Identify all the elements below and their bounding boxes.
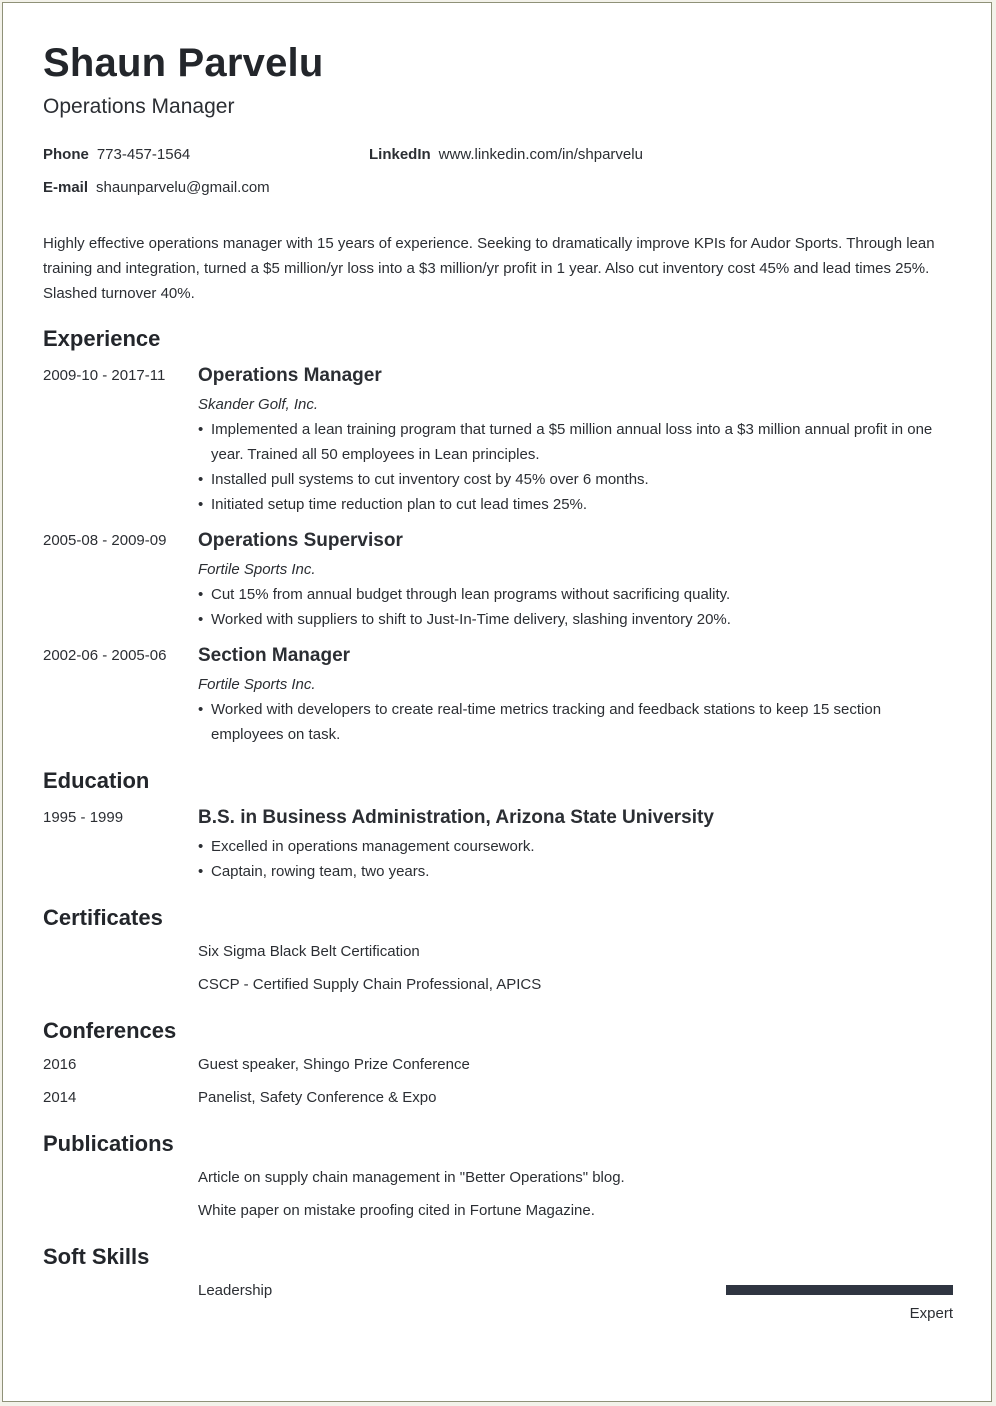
phone-value: 773-457-1564 (96, 146, 191, 163)
resume-page (2, 2, 992, 1402)
job-dates: 2005-08 - 2009-09 (43, 532, 167, 549)
job-bullets (198, 417, 943, 517)
job-bullet: • Cut 15% from annual budget through lean programs without sacrificing quality. (198, 582, 943, 607)
phone-label: Phone (43, 146, 89, 163)
education-bullet: • Captain, rowing team, two years. (198, 859, 943, 884)
contact-linkedin (369, 146, 643, 163)
job-dates: 2002-06 - 2005-06 (43, 647, 167, 664)
job-bullets (198, 582, 943, 632)
publications-heading: Publications (43, 1131, 174, 1156)
education-heading: Education (43, 768, 150, 793)
education-bullets (198, 834, 943, 884)
skill-name: Leadership (198, 1282, 273, 1299)
job-bullet: • Worked with developers to create real-time metrics tracking and feedback stations to keep 15 section employees on task. (198, 697, 943, 747)
conference-year: 2014 (43, 1089, 77, 1106)
job-company: Skander Golf, Inc. (198, 396, 319, 413)
linkedin-label: LinkedIn (369, 146, 431, 163)
job-bullet: • Installed pull systems to cut inventory cost by 45% over 6 months. (198, 467, 943, 492)
conference-year: 2016 (43, 1056, 77, 1073)
conferences-heading: Conferences (43, 1018, 177, 1043)
email-value: shaunparvelu@gmail.com (96, 179, 270, 196)
job-role: Section Manager (198, 645, 351, 666)
soft-skills-heading: Soft Skills (43, 1244, 150, 1269)
education-bullet: • Excelled in operations management coursework. (198, 834, 943, 859)
job-bullets (198, 697, 943, 747)
job-bullet: • Initiated setup time reduction plan to cut lead times 25%. (198, 492, 943, 517)
job-dates: 2009-10 - 2017-11 (43, 367, 166, 384)
publication-item: Article on supply chain management in "Better Operations" blog. (198, 1169, 625, 1186)
skill-level-bar (726, 1285, 953, 1295)
education-dates: 1995 - 1999 (43, 809, 124, 826)
experience-heading: Experience (43, 326, 161, 351)
profile-summary: Highly effective operations manager with 15 years of experience. Seeking to dramatically improve KPIs for Audor Sports. Through lean training and integration, turned a $5 million/yr loss into a $3 million/yr profit in 1 year. Also cut inventory cost 45% and lead times 25%. Slashed turnover 40%. (43, 235, 935, 302)
email-label: E-mail (43, 179, 89, 196)
certificate-item: CSCP - Certified Supply Chain Professional, APICS (198, 976, 542, 993)
conference-item: Panelist, Safety Conference & Expo (198, 1089, 437, 1106)
job-bullet: • Worked with suppliers to shift to Just-In-Time delivery, slashing inventory 20%. (198, 607, 943, 632)
job-role: Operations Manager (198, 365, 382, 386)
candidate-title: Operations Manager (43, 95, 235, 118)
job-company: Fortile Sports Inc. (198, 561, 316, 578)
job-role: Operations Supervisor (198, 530, 403, 551)
education-degree: B.S. in Business Administration, Arizona State University (198, 807, 714, 828)
skill-level-label: Expert (909, 1305, 953, 1322)
conference-item: Guest speaker, Shingo Prize Conference (198, 1056, 470, 1073)
contact-phone (43, 146, 190, 163)
certificates-heading: Certificates (43, 905, 163, 930)
candidate-name: Shaun Parvelu (43, 41, 324, 85)
job-company: Fortile Sports Inc. (198, 676, 316, 693)
job-bullet: • Implemented a lean training program that turned a $5 million annual loss into a $3 million annual profit in one year. Trained all 50 employees in Lean principles. (198, 417, 943, 467)
contact-email (43, 179, 270, 196)
certificate-item: Six Sigma Black Belt Certification (198, 943, 420, 960)
publication-item: White paper on mistake proofing cited in Fortune Magazine. (198, 1202, 595, 1219)
linkedin-value: www.linkedin.com/in/shparvelu (438, 146, 643, 163)
